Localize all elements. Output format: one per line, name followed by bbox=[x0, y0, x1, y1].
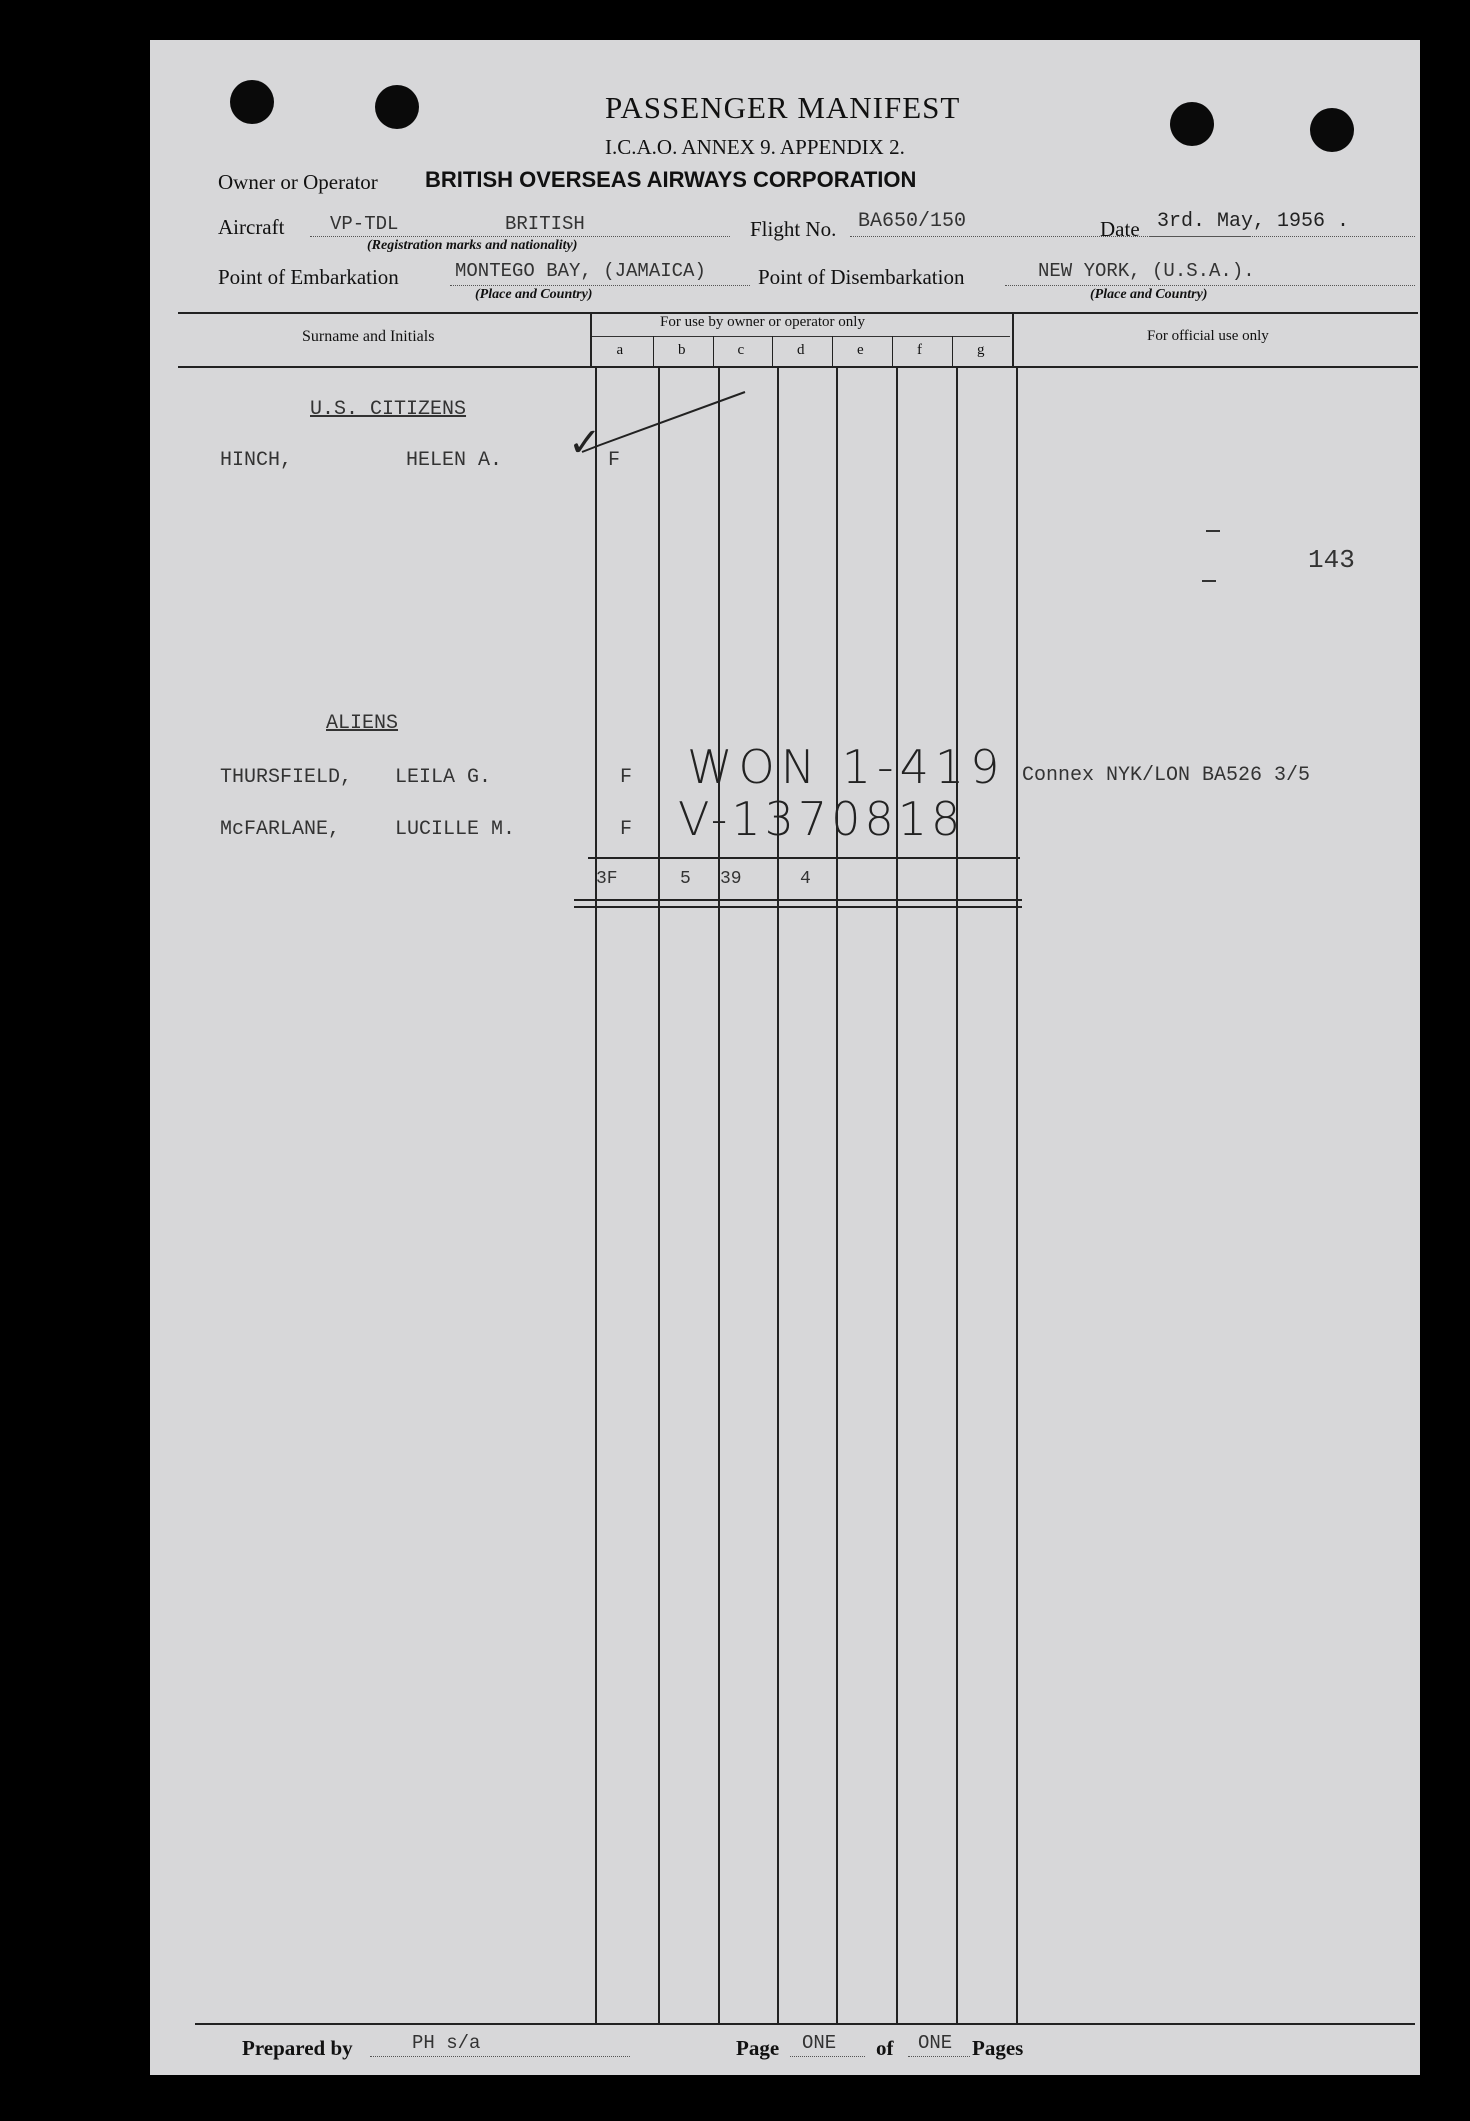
manifest-sheet bbox=[150, 40, 1420, 2075]
totals-top-rule bbox=[588, 857, 1020, 859]
column-rule bbox=[595, 368, 597, 2023]
total-a: 3F bbox=[596, 869, 618, 889]
page-total-value: ONE bbox=[918, 2032, 953, 2054]
stamp-number: 143 bbox=[1308, 545, 1355, 575]
page-subtitle: I.C.A.O. ANNEX 9. APPENDIX 2. bbox=[605, 135, 905, 159]
sub-column-header-g: g bbox=[977, 342, 985, 358]
passenger-sex: F bbox=[608, 449, 621, 472]
column-rule bbox=[892, 336, 893, 366]
column-header-name: Surname and Initials bbox=[302, 328, 435, 345]
page-value: ONE bbox=[802, 2032, 837, 2054]
section-heading-us-citizens: U.S. CITIZENS bbox=[310, 398, 467, 421]
handwritten-number: WON 1-419 bbox=[687, 740, 1006, 794]
handwritten-number: V-1370818 bbox=[678, 792, 965, 846]
column-rule bbox=[653, 336, 654, 366]
column-rule bbox=[658, 368, 660, 2023]
passenger-given-name: LUCILLE M. bbox=[395, 818, 516, 841]
punch-hole-icon bbox=[1170, 102, 1214, 146]
column-rule bbox=[772, 336, 773, 366]
aircraft-nationality: BRITISH bbox=[505, 213, 585, 235]
sub-column-header-c: c bbox=[737, 342, 745, 358]
sub-column-header-f: f bbox=[917, 342, 922, 358]
total-b: 5 bbox=[680, 869, 691, 889]
aircraft-label: Aircraft bbox=[218, 215, 285, 239]
punch-hole-icon bbox=[1310, 108, 1354, 152]
embarkation-note: (Place and Country) bbox=[475, 287, 593, 302]
passenger-given-name: HELEN A. bbox=[406, 449, 503, 472]
passenger-sex: F bbox=[620, 766, 633, 789]
passenger-surname: HINCH, bbox=[220, 449, 293, 472]
column-rule bbox=[832, 336, 833, 366]
column-rule bbox=[956, 368, 958, 2023]
owner-value: BRITISH OVERSEAS AIRWAYS CORPORATION bbox=[425, 167, 917, 192]
stray-mark bbox=[1202, 580, 1216, 582]
punch-hole-icon bbox=[375, 85, 419, 129]
prepared-by-value: PH s/a bbox=[412, 2032, 481, 2054]
of-label: of bbox=[876, 2036, 894, 2060]
date-value: 3rd. May, 1956 . bbox=[1157, 210, 1350, 233]
column-rule bbox=[952, 336, 953, 366]
total-d: 4 bbox=[800, 869, 811, 889]
aircraft-registration: VP-TDL bbox=[330, 213, 399, 235]
prepared-by-label: Prepared by bbox=[242, 2036, 353, 2060]
stray-mark bbox=[1206, 530, 1220, 532]
disembarkation-note: (Place and Country) bbox=[1090, 287, 1208, 302]
column-rule bbox=[777, 368, 779, 2023]
column-rule bbox=[590, 312, 592, 366]
sub-column-header-e: e bbox=[857, 342, 864, 358]
sub-column-header-d: d bbox=[797, 342, 805, 358]
table-header-rule bbox=[178, 366, 1418, 368]
total-c: 39 bbox=[720, 869, 742, 889]
date-label: Date bbox=[1100, 217, 1140, 241]
official-note: Connex NYK/LON BA526 3/5 bbox=[1022, 764, 1311, 787]
totals-rule bbox=[574, 906, 1022, 908]
sub-column-header-a: a bbox=[616, 342, 624, 358]
pages-label: Pages bbox=[972, 2036, 1024, 2060]
column-rule bbox=[1012, 312, 1014, 366]
column-rule bbox=[896, 368, 898, 2023]
footer-rule bbox=[195, 2023, 1415, 2025]
column-rule bbox=[713, 336, 714, 366]
section-heading-aliens: ALIENS bbox=[326, 712, 399, 735]
passenger-surname: McFARLANE, bbox=[220, 818, 341, 841]
column-rule bbox=[1016, 368, 1018, 2023]
column-header-operator: For use by owner or operator only bbox=[660, 314, 865, 330]
punch-hole-icon bbox=[230, 80, 274, 124]
embarkation-label: Point of Embarkation bbox=[218, 265, 399, 289]
totals-rule bbox=[574, 899, 1022, 901]
sub-column-header-b: b bbox=[678, 342, 686, 358]
passenger-surname: THURSFIELD, bbox=[220, 766, 353, 789]
aircraft-note: (Registration marks and nationality) bbox=[367, 238, 578, 253]
column-rule bbox=[718, 368, 720, 2023]
column-header-official: For official use only bbox=[1147, 328, 1269, 344]
flight-number: BA650/150 bbox=[858, 210, 967, 233]
page-label: Page bbox=[736, 2036, 780, 2060]
handwritten-check-stroke bbox=[570, 390, 770, 470]
disembarkation-value: NEW YORK, (U.S.A.). bbox=[1038, 260, 1255, 282]
embarkation-value: MONTEGO BAY, (JAMAICA) bbox=[455, 260, 706, 282]
passenger-sex: F bbox=[620, 818, 633, 841]
column-rule bbox=[836, 368, 838, 2023]
passenger-given-name: LEILA G. bbox=[395, 766, 492, 789]
disembarkation-label: Point of Disembarkation bbox=[758, 265, 965, 289]
owner-label: Owner or Operator bbox=[218, 170, 378, 194]
flight-label: Flight No. bbox=[750, 217, 837, 241]
check-mark-icon: ✓ bbox=[568, 420, 602, 466]
page-title: PASSENGER MANIFEST bbox=[605, 90, 961, 125]
